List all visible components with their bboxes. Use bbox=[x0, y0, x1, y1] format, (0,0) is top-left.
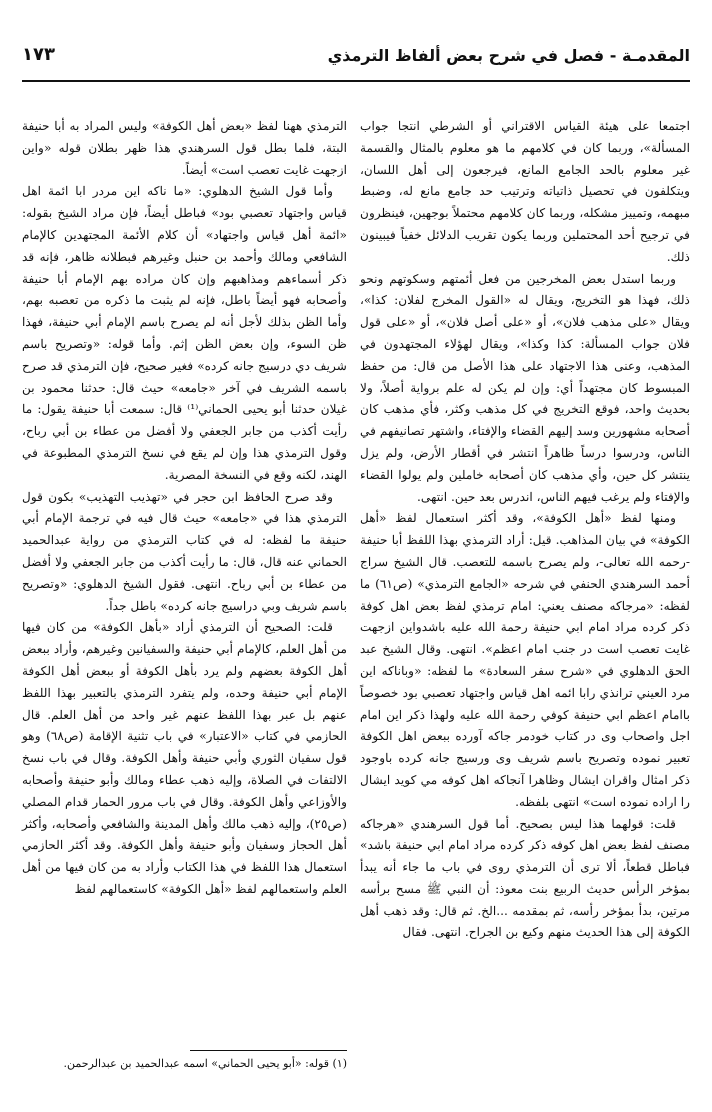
running-title: المقدمـة - فصل في شرح بعض ألفاظ الترمذي bbox=[327, 46, 690, 65]
paragraph: اجتمعا على هيئة القياس الاقتراني أو الشرطي انتجا جواب المسألة»، وربما كان في كلامهم ما هو معلوم بالمثال والقسمة غير معلوم بالحد الجامع المانع، فيرجعون إلى أهل اللسان، ويتكلفون في تحصيل ذاتياته وترتيب حد جامع مانع له، وضبط مبهمه، وتمييز مشكله، وربما كان كلامهم محتملاً بوجهين، فينظرون في ترجيح أحد المحتملين وربما يكون تقريب الدلائل خفياً فيبينون ذلك. bbox=[360, 119, 690, 264]
footnote: (١) قوله: «أبو يحيى الحماني» اسمه عبدالحميد بن عبدالرحمن. bbox=[63, 1057, 347, 1070]
paragraph: قلت: قولهما هذا ليس بصحيح. أما قول السرهندي «هرجاكه مصنف لفظ بعض اهل كوفه ذكر كرده مراد امام ابي حنيفة باشد» فباطل قطعاً، ألا ترى أن الترمذي روى في باب ما جاء أنه يبدأ بمؤخر الرأس حديث الربيع بنت معوذ: أن النبي ﷺ مسح برأسه مرتين، بدأ بمؤخر رأسه، ثم بمقدمه ...الخ. ثم قال: وقد ذهب أهل الكوفة إلى هذا الحديث منهم وكيع بن الجراح. انتهى. فقال bbox=[360, 816, 690, 940]
page-header bbox=[22, 44, 690, 78]
paragraph: ومنها لفظ «أهل الكوفة»، وقد أكثر استعمال لفظ «أهل الكوفة» في بيان المذاهب. قيل: أراد الترمذي بهذا اللفظ أبا حنيفة -رحمه الله تعالى-، ولم يصرح باسمه للتعصب. قال الشيخ سراج أحمد السرهندي الحنفي في شرحه «الجامع الترمذي» (ص٦١) ما لفظه: «مرجاكه مصنف يعني: امام ترمذي لفظ بعض اهل كوفة ذكر كرده مراد امام ابي حنيفة رحمة الله عليه باشدواين ازجهت غايت تعصب است در جنب امام اعظم». انتهى. وقال الشيخ عبد الحق الدهلوي في «شرح سفر السعادة» ما لفظه: «وباناكه اين مرد العيني ترانذي رابا ائمه اهل قياس واجتهاد تعصبي بود خصوصاً باامام اعظم ابي حنيفة كوفي رحمة الله عليه ولهذا ذكر اين امام اجل واصحاب وى در كتاب خودمر جاكه آورده ببعض اهل الكوفة تعبير نموده وتصريح باسم شريف وى ورسيج جانه كرده باوجود ذكر امثال واقران ايشال وظاهرا آنجاكه اهل كوفه مي كويد ايشال را اراده نموده است» انتهى بلفظه. bbox=[360, 511, 690, 809]
footnote-rule bbox=[190, 1050, 347, 1051]
left-column bbox=[22, 116, 347, 1036]
page-number: ١٧٣ bbox=[22, 44, 55, 65]
header-rule bbox=[22, 80, 690, 82]
paragraph: الترمذي ههنا لفظ «بعض أهل الكوفة» وليس المراد به أبا حنيفة البتة، فلما بطل قول السرهندي هذا ظهر بطلان قوله «واين ازجهت غايت تعصب است» أيضاً. bbox=[22, 119, 347, 177]
paragraph: وأما قول الشيخ الدهلوي: «ما ناكه اين مردر ابا ائمة اهل قياس واجتهاد تعصبي بود» فباطل أيضاً، فإن مراد الشيخ بقوله: «ائمة أهل قياس واجتهاد» أن كلام الأئمة المجتهدين كالإمام الشافعي ومالك وأحمد بن حنبل وغيرهم فبطلانه ظاهر، فإنه قد ذكر أسماءهم ومذاهبهم وإن كان مراده بهم الإمام أبا حنيفة وأصحابه فهو أيضاً باطل، فإنه لم يثبت ما ذكره من تعصبه بهم، وأما الظن بذلك لأجل أنه لم يصرح باسم الإمام أبي حنيفة، فهذا ظن السوء، وإن بعض الظن إثم. وأما قوله: «وتصريح باسم شريف دي درسيج جانه كرده» فغير صحيح، فإن الترمذي قد صرح باسمه الشريف في آخر «جامعه» حيث قال: حدثنا محمود بن غيلان حدثنا أبو يحيى الحماني⁽¹⁾ قال: سمعت أبا حنيفة يقول: ما رأيت أكذب من جابر الجعفي ولا أفضل من عطاء بن أبي رباح، وقول الترمذي هذا وإن لم يقع في نسخ الترمذي المطبوعة في الهند، لكنه وقع في النسخة المصرية. bbox=[22, 184, 347, 482]
paragraph: قلت: الصحيح أن الترمذي أراد «بأهل الكوفة» من كان فيها من أهل العلم، كالإمام أبي حنيفة والسفيانين وغيرهم، وأراد ببعض أهل الكوفة بعضهم ولم يرد بأهل الكوفة أو ببعض أهل الكوفة الإمام أبي حنيفة وحده، ولم يتفرد الترمذي بالتعبير بهذا اللفظ عنهم بل عبر بهذا اللفظ عنهم غير واحد من أهل العلم. قال الحازمي في كتاب «الاعتبار» في باب تثنية الإقامة (ص٦٨) وهو قول سفيان الثوري وأبي حنيفة وأهل الكوفة. وقال في باب نسخ الالتفات في الصلاة، وإليه ذهب عطاء ومالك وأبو حنيفة وأصحابه والأوزاعي وأهل الكوفة. وقال في باب مرور الحمار قدام المصلي (ص٢٥)، وإليه ذهب مالك وأهل المدينة والشافعي وأصحابه، وأكثر أهل الحجاز وسفيان وأبو حنيفة وأهل الكوفة. وقد أكثر الحازمي استعمال هذا اللفظ في هذا الكتاب وأراد به من كان فيها من أهل العلم واستعمالهم لفظ «أهل الكوفة» كاستعمالهم لفظ bbox=[22, 620, 347, 896]
right-column bbox=[360, 116, 690, 1096]
paragraph: وربما استدل بعض المخرجين من فعل أئمتهم وسكوتهم ونحو ذلك، فهذا هو التخريج، ويقال له «القول المخرج لفلان: كذا»، ويقال «على مذهب فلان»، أو «على أصل فلان»، أو «على قول فلان جواب المسألة: كذا وكذا»، ويقال لهؤلاء المجتهدون في المذهب، وعنى هذا الاجتهاد على هذا الأصل من قال: من حفظ المبسوط كان مجتهداً أي: وإن لم يكن له علم برواية أصلاً، ولا بحديث واحد، فوقع التخريج في كل مذهب وكثر، فأي مذهب كان أصحابه مشهورين وسد إليهم القضاء والإفتاء، واشتهر تصانيفهم في الناس، ودرسوا درساً ظاهراً انتشر في أقطار الأرض، ولم يزل ينتشر كل حين، وأي مذهب كان أصحابه خاملين ولم يولوا القضاء والإفتاء ولم يرغب فيهم الناس، اندرس بعد حين. انتهى. bbox=[360, 271, 690, 504]
paragraph: وقد صرح الحافظ ابن حجر في «تهذيب التهذيب» بكون قول الترمذي هذا في «جامعه» حيث قال فيه في ترجمة الإمام أبي حنيفة ما لفظه: له في كتاب الترمذي من رواية عبدالحميد الحماني عنه قال، قال: ما رأيت أكذب من جابر الجعفي ولا أفضل من عطاء بن أبي رباح. انتهى. فقول الشيخ الدهلوي: «وتصريح باسم شريف وبي دراسيج جانه كرده» باطل جداً. bbox=[22, 489, 347, 613]
